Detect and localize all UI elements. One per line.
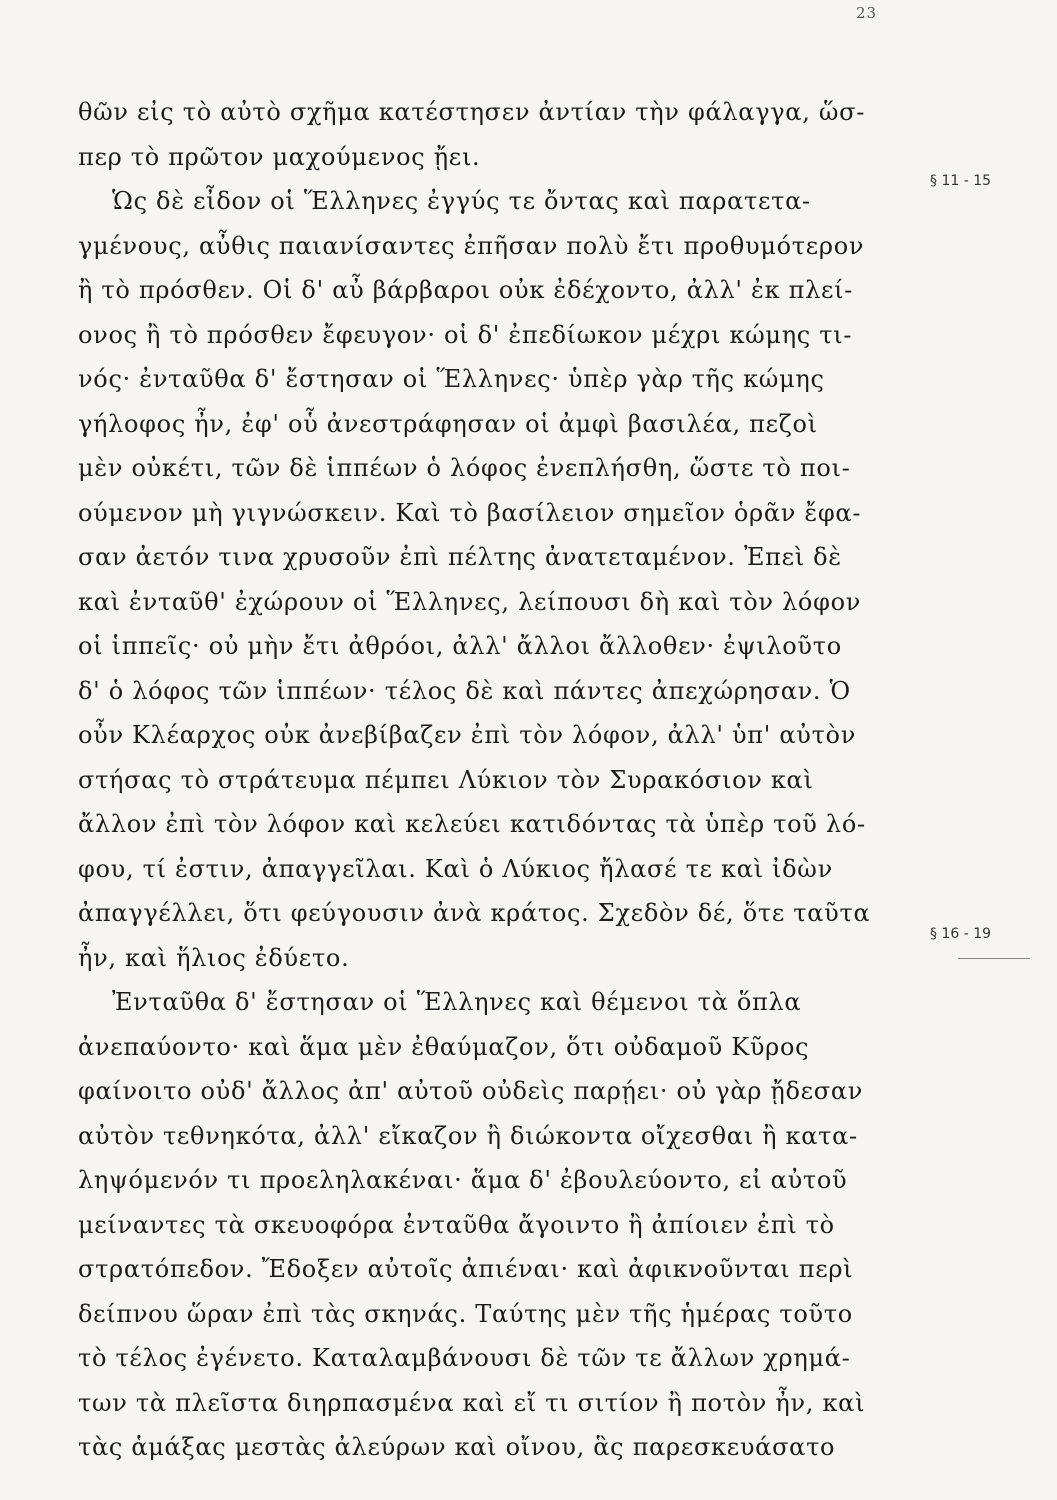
page-number: 23 [856, 4, 878, 22]
text-line: δ' ὁ λόφος τῶν ἱππέων· τέλος δὲ καὶ πάντες ἀπεχώρησαν. Ὁ [78, 676, 851, 705]
text-line: ούμενον μὴ γιγνώσκειν. Καὶ τὸ βασίλειον σημεῖον ὁρᾶν ἔφα- [78, 498, 862, 527]
text-line: φαίνοιτο οὐδ' ἄλλος ἀπ' αὐτοῦ οὐδεὶς παρῄει· οὐ γὰρ ᾔδεσαν [78, 1077, 864, 1105]
text-line: δείπνου ὥραν ἐπὶ τὰς σκηνάς. Ταύτης μὲν τῆς ἡμέρας τοῦτο [78, 1299, 853, 1328]
text-line: ἦν, καὶ ἥλιος ἐδύετο. [78, 943, 350, 972]
text-line: ἢ τὸ πρόσθεν. Οἱ δ' αὖ βάρβαροι οὐκ ἐδέχοντο, ἀλλ' ἐκ πλεί- [78, 276, 854, 304]
text-line: στρατόπεδον. Ἔδοξεν αὐτοῖς ἀπιέναι· καὶ ἀφικνοῦνται περὶ [78, 1255, 854, 1283]
margin-rule [958, 958, 1030, 959]
text-line: ἄλλον ἐπὶ τὸν λόφον καὶ κελεύει κατιδόντας τὰ ὑπὲρ τοῦ λό- [78, 810, 866, 838]
text-line: ἀπαγγέλλει, ὅτι φεύγουσιν ἀνὰ κράτος. Σχεδὸν δέ, ὅτε ταῦτα [78, 899, 871, 927]
text-line: μὲν οὐκέτι, τῶν δὲ ἱππέων ὁ λόφος ἐνεπλήσθη, ὥστε τὸ ποι- [78, 454, 851, 482]
text-line: αὐτὸν τεθνηκότα, ἀλλ' εἴκαζον ἢ διώκοντα οἴχεσθαι ἢ κατα- [78, 1121, 858, 1150]
text-line: μείναντες τὰ σκευοφόρα ἐνταῦθα ἄγοιντο ἢ ἀπίοιεν ἐπὶ τὸ [78, 1210, 835, 1239]
text-line: ἀνεπαύοντο· καὶ ἅμα μὲν ἐθαύμαζον, ὅτι οὐδαμοῦ Κῦρος [78, 1032, 810, 1061]
greek-text-block [78, 90, 938, 1470]
margin-section-note: § 16 - 19 [930, 926, 992, 942]
text-line: φου, τί ἐστιν, ἀπαγγεῖλαι. Καὶ ὁ Λύκιος ἤλασέ τε καὶ ἰδὼν [78, 854, 833, 883]
text-line: γμένους, αὖθις παιανίσαντες ἐπῆσαν πολὺ ἔτι προθυμότερον [78, 231, 865, 260]
text-line: των τὰ πλεῖστα διηρπασμένα καὶ εἴ τι σιτίον ἢ ποτὸν ἦν, καὶ [78, 1388, 866, 1417]
text-line: οὖν Κλέαρχος οὐκ ἀνεβίβαζεν ἐπὶ τὸν λόφον, ἀλλ' ὑπ' αὐτὸν [78, 721, 856, 749]
text-line: ονος ἢ τὸ πρόσθεν ἔφευγον· οἱ δ' ἐπεδίωκον μέχρι κώμης τι- [78, 320, 853, 349]
text-line: περ τὸ πρῶτον μαχούμενος ᾔει. [78, 142, 481, 171]
text-line: ληψόμενόν τι προεληλακέναι· ἅμα δ' ἐβουλεύοντο, εἰ αὐτοῦ [78, 1166, 848, 1194]
text-line: καὶ ἐνταῦθ' ἐχώρουν οἱ Ἕλληνες, λείπουσι δὴ καὶ τὸν λόφον [78, 587, 862, 616]
text-line: σαν ἀετόν τινα χρυσοῦν ἐπὶ πέλτης ἀνατεταμένον. Ἐπεὶ δὲ [78, 543, 842, 571]
text-line: γήλοφος ἦν, ἐφ' οὗ ἀνεστράφησαν οἱ ἀμφὶ βασιλέα, πεζοὶ [78, 409, 818, 438]
text-line: τὸ τέλος ἐγένετο. Καταλαμβάνουσι δὲ τῶν τε ἄλλων χρημά- [78, 1344, 851, 1372]
text-line: Ἐνταῦθα δ' ἔστησαν οἱ Ἕλληνες καὶ θέμενοι τὰ ὅπλα [112, 988, 802, 1016]
text-line: θῶν εἰς τὸ αὐτὸ σχῆμα κατέστησεν ἀντίαν τὴν φάλαγγα, ὥσ- [78, 98, 866, 126]
text-line: Ὡς δὲ εἶδον οἱ Ἕλληνες ἐγγύς τε ὄντας καὶ παρατετα- [112, 187, 811, 215]
text-line: οἱ ἱππεῖς· οὐ μὴν ἔτι ἀθρόοι, ἀλλ' ἄλλοι ἄλλοθεν· ἐψιλοῦτο [78, 632, 842, 660]
text-line: τὰς ἁμάξας μεστὰς ἀλεύρων καὶ οἴνου, ἃς παρεσκευάσατο [78, 1433, 836, 1461]
text-line: στήσας τὸ στράτευμα πέμπει Λύκιον τὸν Συρακόσιον καὶ [78, 765, 814, 794]
margin-section-note: § 11 - 15 [930, 173, 992, 189]
text-line: νός· ἐνταῦθα δ' ἔστησαν οἱ Ἕλληνες· ὑπὲρ γὰρ τῆς κώμης [78, 365, 825, 393]
